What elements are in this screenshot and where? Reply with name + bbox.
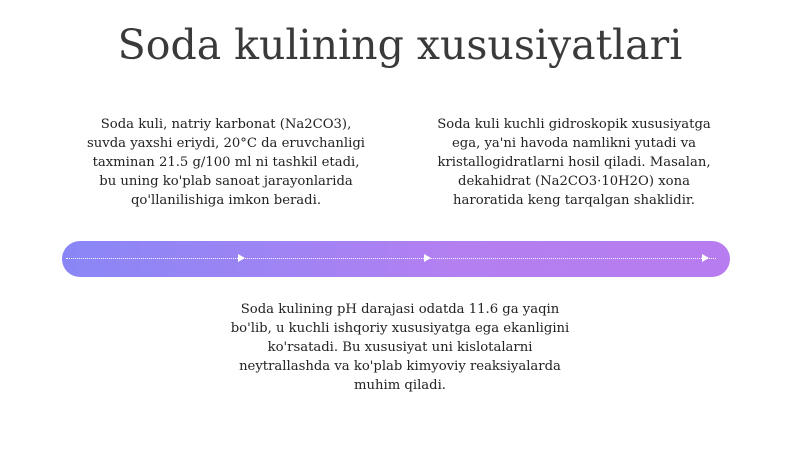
text-block-solubility: Soda kuli, natriy karbonat (Na2CO3), suvda yaxshi eriydi, 20°C da eruvchanligi taxminan 21.5 g/100 ml ni tashkil etadi, bu uning ko'plab sanoat jarayonlarida qo'llanilishiga imkon beradi. — [87, 117, 365, 208]
text-block-ph: Soda kulining pH darajasi odatda 11.6 ga yaqin bo'lib, u kuchli ishqoriy xususiyatga ega ekanligini ko'rsatadi. Bu xususiyat uni kislotalarni neytrallashda va ko'plab kimyoviy reaksiyalarda muhim qiladi. — [230, 302, 570, 393]
arrow-right-icon — [424, 254, 431, 262]
page-title: Soda kulining xususiyatlari — [117, 21, 683, 69]
timeline-dotted-line — [66, 258, 716, 259]
arrow-right-icon — [702, 254, 709, 262]
text-block-hygroscopic: Soda kuli kuchli gidroskopik xususiyatga ega, ya'ni havoda namlikni yutadi va kristallogidratlarni hosil qiladi. Masalan, dekahidrat (Na2CO3·10H2O) xona haroratida keng tarqalgan shaklidir. — [437, 117, 711, 208]
timeline-bar — [62, 241, 730, 277]
arrow-right-icon — [238, 254, 245, 262]
